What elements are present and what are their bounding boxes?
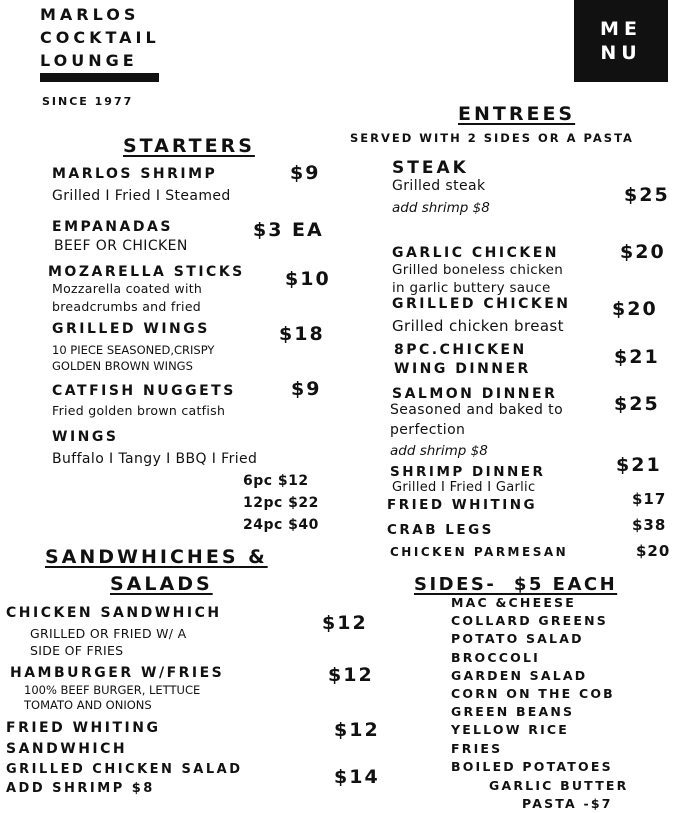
side-item: BOILED POTATOES: [451, 758, 613, 774]
side-item: BROCCOLI: [451, 649, 540, 665]
steak-addon: add shrimp $8: [392, 200, 490, 216]
fried-whiting-price: $17: [632, 490, 667, 508]
chicken-sandwich-price: $12: [322, 612, 368, 634]
side-item: MAC &CHEESE: [451, 595, 576, 610]
steak-price: $25: [624, 184, 670, 206]
sides-list: [451, 594, 615, 776]
chicken-salad-price: $14: [334, 766, 380, 788]
crab-legs-name: CRAB LEGS: [387, 522, 494, 538]
side-item: GREEN BEANS: [451, 704, 575, 720]
side-item: YELLOW RICE: [451, 722, 570, 738]
menu-badge: [574, 0, 668, 82]
mozarella-desc-2: breadcrumbs and fried: [52, 299, 202, 314]
shrimp-dinner-desc: Grilled I Fried I Garlic: [392, 480, 536, 495]
sandwiches-title-1: SANDWHICHES &: [45, 546, 268, 568]
hamburger-name: HAMBURGER W/FRIES: [10, 665, 225, 681]
wing-dinner-name-1: 8PC.CHICKEN: [394, 342, 527, 358]
side-extra-line-1: GARLIC BUTTER: [489, 778, 629, 793]
garlic-chicken-desc-2: in garlic buttery sauce: [392, 280, 551, 296]
wings-desc: Buffalo I Tangy I BBQ I Fried: [52, 451, 258, 467]
starters-title: STARTERS: [123, 135, 255, 157]
garlic-chicken-desc-1: Grilled boneless chicken: [392, 262, 564, 278]
salmon-desc-2: perfection: [390, 422, 466, 438]
sides-title: SIDES- $5 EACH: [414, 574, 618, 595]
brand-underline-bar: [40, 73, 159, 82]
chicken-parmesan-name: CHICKEN PARMESAN: [390, 545, 569, 559]
marlos-shrimp-desc: Grilled I Fried I Steamed: [52, 188, 231, 204]
fried-whiting-sandwich-price: $12: [334, 719, 380, 741]
fried-whiting-sandwich-name-1: FRIED WHITING: [6, 720, 161, 736]
grilled-wings-desc-2: GOLDEN BROWN WINGS: [52, 359, 193, 373]
mozarella-price: $10: [285, 268, 331, 290]
steak-desc: Grilled steak: [392, 178, 486, 194]
since-label: SINCE 1977: [42, 95, 134, 108]
grilled-chicken-name: GRILLED CHICKEN: [392, 296, 571, 312]
chicken-sandwich-name: CHICKEN SANDWHICH: [6, 605, 222, 621]
shrimp-dinner-name: SHRIMP DINNER: [390, 464, 546, 480]
side-item: POTATO SALAD: [451, 631, 584, 647]
side-item: CORN ON THE COB: [451, 686, 615, 702]
wings-option-6pc: 6pc $12: [243, 473, 309, 489]
empanadas-name: EMPANADAS: [52, 219, 173, 235]
hamburger-desc-2: TOMATO AND ONIONS: [24, 698, 152, 712]
menu-badge-line-2: NU: [600, 42, 642, 64]
grilled-chicken-price: $20: [612, 298, 658, 320]
wing-dinner-price: $21: [614, 346, 660, 368]
salmon-name: SALMON DINNER: [392, 386, 558, 402]
chicken-sandwich-desc-2: SIDE OF FRIES: [30, 643, 124, 658]
grilled-wings-price: $18: [279, 323, 325, 345]
side-item: COLLARD GREENS: [451, 613, 608, 629]
side-extra-line-2: PASTA -$7: [522, 796, 613, 811]
marlos-shrimp-name: MARLOS SHRIMP: [52, 166, 218, 182]
wings-option-12pc: 12pc $22: [243, 495, 319, 511]
empanadas-price: $3 EA: [253, 219, 324, 241]
brand-line-2: COCKTAIL: [40, 28, 160, 47]
crab-legs-price: $38: [632, 516, 667, 534]
chicken-parmesan-price: $20: [636, 542, 671, 560]
wing-dinner-name-2: WING DINNER: [394, 361, 531, 377]
shrimp-dinner-price: $21: [616, 454, 662, 476]
mozarella-name: MOZARELLA STICKS: [48, 264, 245, 280]
garlic-chicken-name: GARLIC CHICKEN: [392, 245, 559, 261]
empanadas-desc: BEEF OR CHICKEN: [54, 238, 188, 254]
grilled-wings-desc-1: 10 PIECE SEASONED,CRISPY: [52, 343, 215, 357]
garlic-chicken-price: $20: [620, 241, 666, 263]
fried-whiting-sandwich-name-2: SANDWHICH: [6, 741, 128, 757]
steak-name: STEAK: [392, 158, 469, 178]
catfish-name: CATFISH NUGGETS: [52, 383, 236, 399]
entrees-title: ENTREES: [458, 103, 576, 125]
hamburger-price: $12: [328, 664, 374, 686]
salmon-price: $25: [614, 393, 660, 415]
salmon-addon: add shrimp $8: [390, 443, 488, 459]
entrees-subtitle: SERVED WITH 2 SIDES OR A PASTA: [350, 131, 634, 145]
sandwiches-title-2: SALADS: [110, 573, 213, 595]
catfish-price: $9: [291, 378, 322, 400]
menu-badge-line-1: ME: [600, 18, 642, 40]
wings-name: WINGS: [52, 429, 119, 445]
grilled-wings-name: GRILLED WINGS: [52, 321, 210, 337]
side-item: GARDEN SALAD: [451, 667, 588, 683]
grilled-chicken-desc: Grilled chicken breast: [392, 317, 564, 335]
side-item: FRIES: [451, 740, 503, 756]
hamburger-desc-1: 100% BEEF BURGER, LETTUCE: [24, 683, 201, 697]
marlos-shrimp-price: $9: [290, 162, 321, 184]
catfish-desc: Fried golden brown catfish: [52, 403, 226, 418]
fried-whiting-name: FRIED WHITING: [387, 497, 538, 513]
chicken-salad-addon: ADD SHRIMP $8: [6, 781, 155, 796]
mozarella-desc-1: Mozzarella coated with: [52, 281, 203, 296]
brand-line-1: MARLOS: [40, 5, 140, 24]
chicken-salad-name: GRILLED CHICKEN SALAD: [6, 762, 243, 777]
chicken-sandwich-desc-1: GRILLED OR FRIED W/ A: [30, 626, 187, 641]
brand-line-3: LOUNGE: [40, 51, 138, 70]
salmon-desc-1: Seasoned and baked to: [390, 402, 564, 418]
wings-option-24pc: 24pc $40: [243, 517, 319, 533]
